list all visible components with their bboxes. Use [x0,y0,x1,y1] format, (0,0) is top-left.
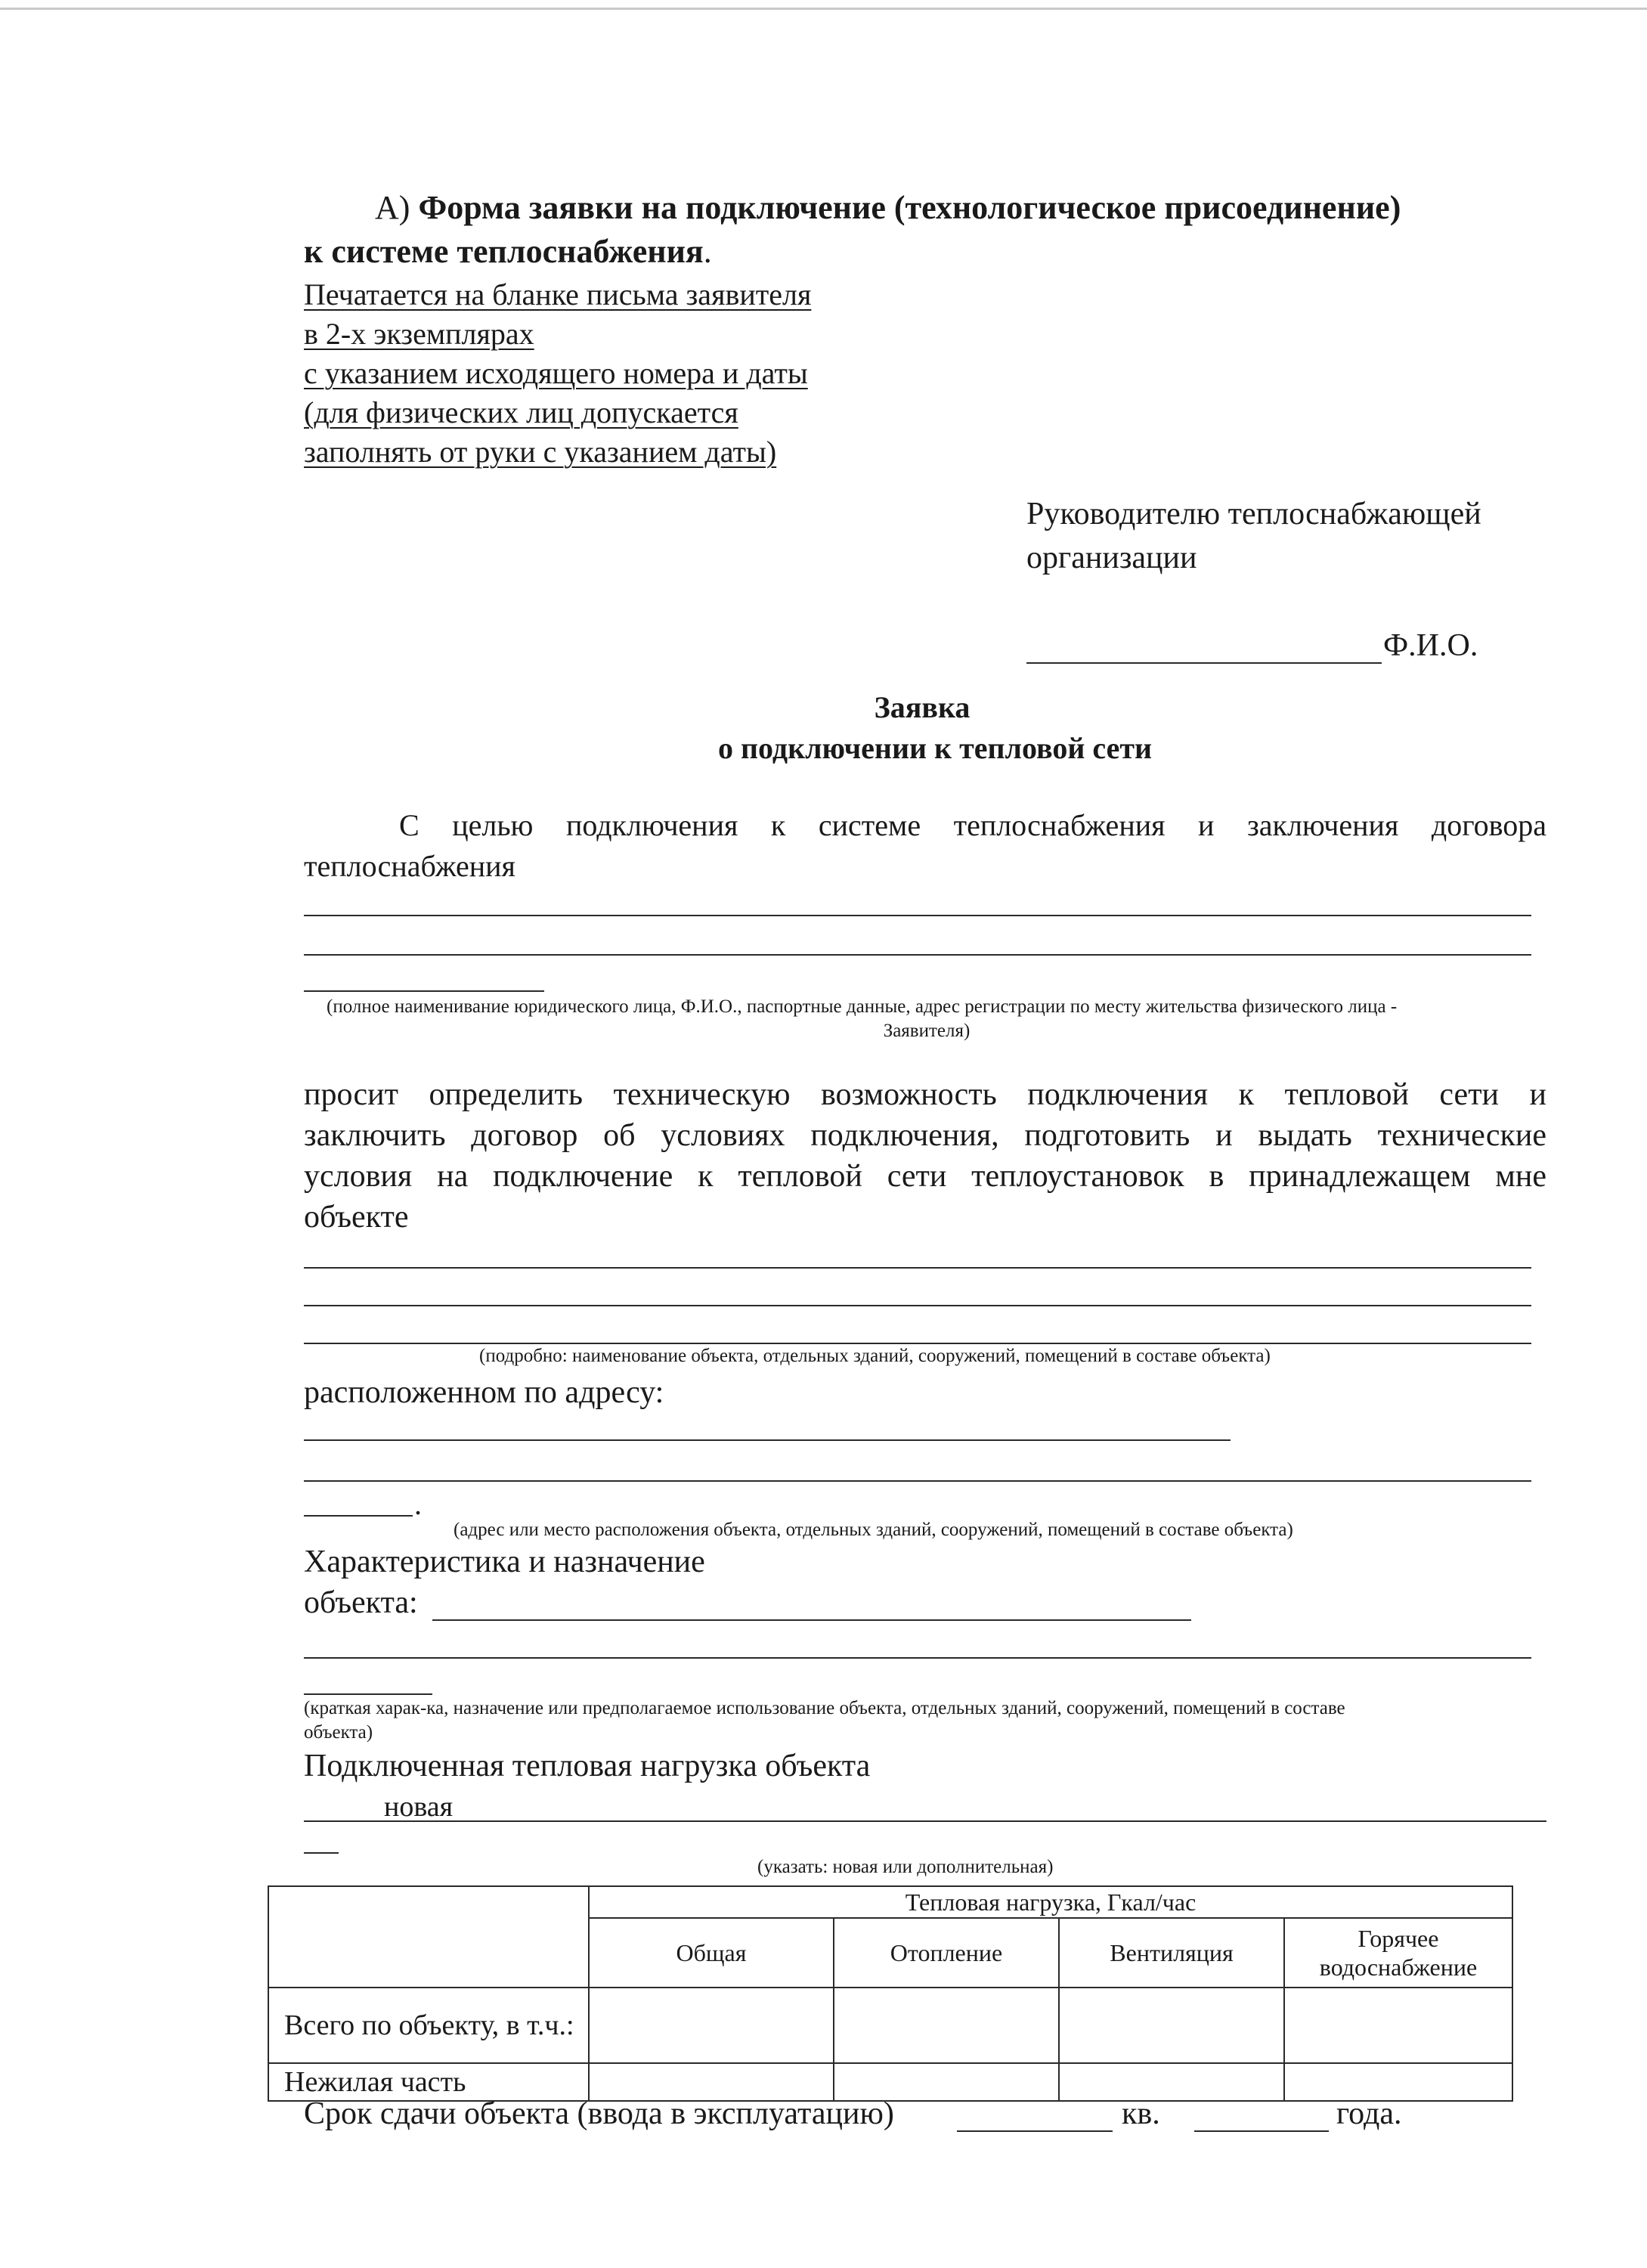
addressee-line2: организации [1026,541,1197,575]
table-header-row [268,1886,1512,1918]
deadline-year-label: года. [1336,2096,1402,2131]
address-hint: (адрес или место расположения объекта, отдельных зданий, сооружений, помещений в составе объекта) [454,1520,1293,1540]
column-header: Отопление [834,1918,1059,1988]
form-title-text: Форма заявки на подключение (технологическое присоединение) [418,189,1401,226]
address-fill-line[interactable] [304,1439,1231,1441]
row-label: Нежилая часть [268,2063,589,2101]
deadline-text: Срок сдачи объекта (ввода в эксплуатацию) [304,2096,894,2131]
row-label: Всего по объекту, в т.ч.: [268,1988,589,2063]
characteristics-fill-line[interactable] [304,1657,1531,1659]
address-end-mark: . [414,1487,422,1521]
request-line: заключить договор об условиях подключения, подготовить и выдать технические [304,1118,1546,1153]
characteristics-label-line1: Характеристика и назначение [304,1545,705,1579]
address-fill-line[interactable] [304,1515,413,1517]
form-title-line1 [375,187,1401,228]
form-title-prefix: А) [375,189,419,226]
table-cell[interactable] [1059,1988,1284,2063]
applicant-hint-line1: (полное наименивание юридического лица, Ф.И.О., паспортные данные, адрес регистрации по месту жительства физического лица - [327,996,1398,1017]
object-hint: (подробно: наименование объекта, отдельных зданий, сооружений, помещений в составе объекта) [479,1346,1271,1366]
object-fill-line[interactable] [304,1305,1531,1306]
heat-load-label: Подключенная тепловая нагрузка объекта [304,1749,871,1783]
document-subtitle: о подключении к тепловой сети [717,731,1153,765]
form-title-end: . [703,233,712,270]
applicant-fill-line[interactable] [304,915,1531,916]
heat-load-table [268,1885,1513,2102]
heat-load-fill-line[interactable] [304,1852,339,1854]
characteristics-fill-line[interactable] [304,1693,432,1695]
form-title-text2: к системе теплоснабжения [304,233,704,270]
print-note-line: Печатается на бланке письма заявителя [304,277,812,311]
table-cell[interactable] [834,1988,1059,2063]
fio-blank-line[interactable] [1026,662,1382,664]
document-title: Заявка [874,690,971,724]
heat-load-value: новая [384,1791,454,1823]
table-cell[interactable] [1059,2063,1284,2101]
heat-load-hint: (указать: новая или дополнительная) [757,1857,1054,1877]
applicant-fill-line[interactable] [304,954,1531,956]
object-fill-line[interactable] [304,1267,1531,1269]
request-line: условия на подключение к тепловой сети теплоустановок в принадлежащем мне [304,1159,1546,1194]
column-header: Горячее водоснабжение [1284,1918,1512,1988]
applicant-hint-line2: Заявителя) [883,1021,971,1041]
deadline-quarter-line[interactable] [957,2130,1113,2132]
request-line: просит определить техническую возможность подключения к тепловой сети и [304,1077,1546,1112]
print-note-line: с указанием исходящего номера и даты [304,356,808,390]
characteristics-fill-line[interactable] [432,1619,1191,1621]
characteristics-hint-line2: объекта) [304,1722,373,1743]
form-title-line2 [304,231,712,272]
characteristics-hint-line1: (краткая харак-ка, назначение или предполагаемое использование объекта, отдельных зданий, сооружений, помещений в составе [304,1698,1345,1718]
addressee-line1: Руководителю теплоснабжающей [1026,497,1481,531]
deadline-year-line[interactable] [1194,2130,1329,2132]
table-row [268,1988,1512,2063]
address-label: расположенном по адресу: [304,1375,664,1410]
print-note-line: (для физических лиц допускается [304,395,738,429]
column-header: Общая [589,1918,834,1988]
intro-paragraph-line2: теплоснабжения [304,849,515,883]
table-group-header: Тепловая нагрузка, Гкал/час [589,1886,1512,1918]
heat-load-fill-line[interactable] [304,1820,1546,1822]
request-line-last: объекте [304,1200,409,1235]
intro-paragraph-line1: С целью подключения к системе теплоснабжения и заключения договора [399,808,1546,842]
table-cell[interactable] [589,1988,834,2063]
print-note-line: в 2-х экземплярах [304,317,534,351]
table-corner-cell [268,1886,589,1988]
characteristics-label-line2: объекта: [304,1585,418,1620]
table-cell[interactable] [1284,1988,1512,2063]
addressee-fio-label: Ф.И.О. [1383,628,1478,663]
deadline-quarter-label: кв. [1122,2096,1160,2131]
column-header: Вентиляция [1059,1918,1284,1988]
address-fill-line[interactable] [304,1480,1531,1482]
applicant-fill-line[interactable] [304,990,544,992]
print-note-line: заполнять от руки с указанием даты) [304,435,777,469]
scan-edge [0,8,1647,10]
